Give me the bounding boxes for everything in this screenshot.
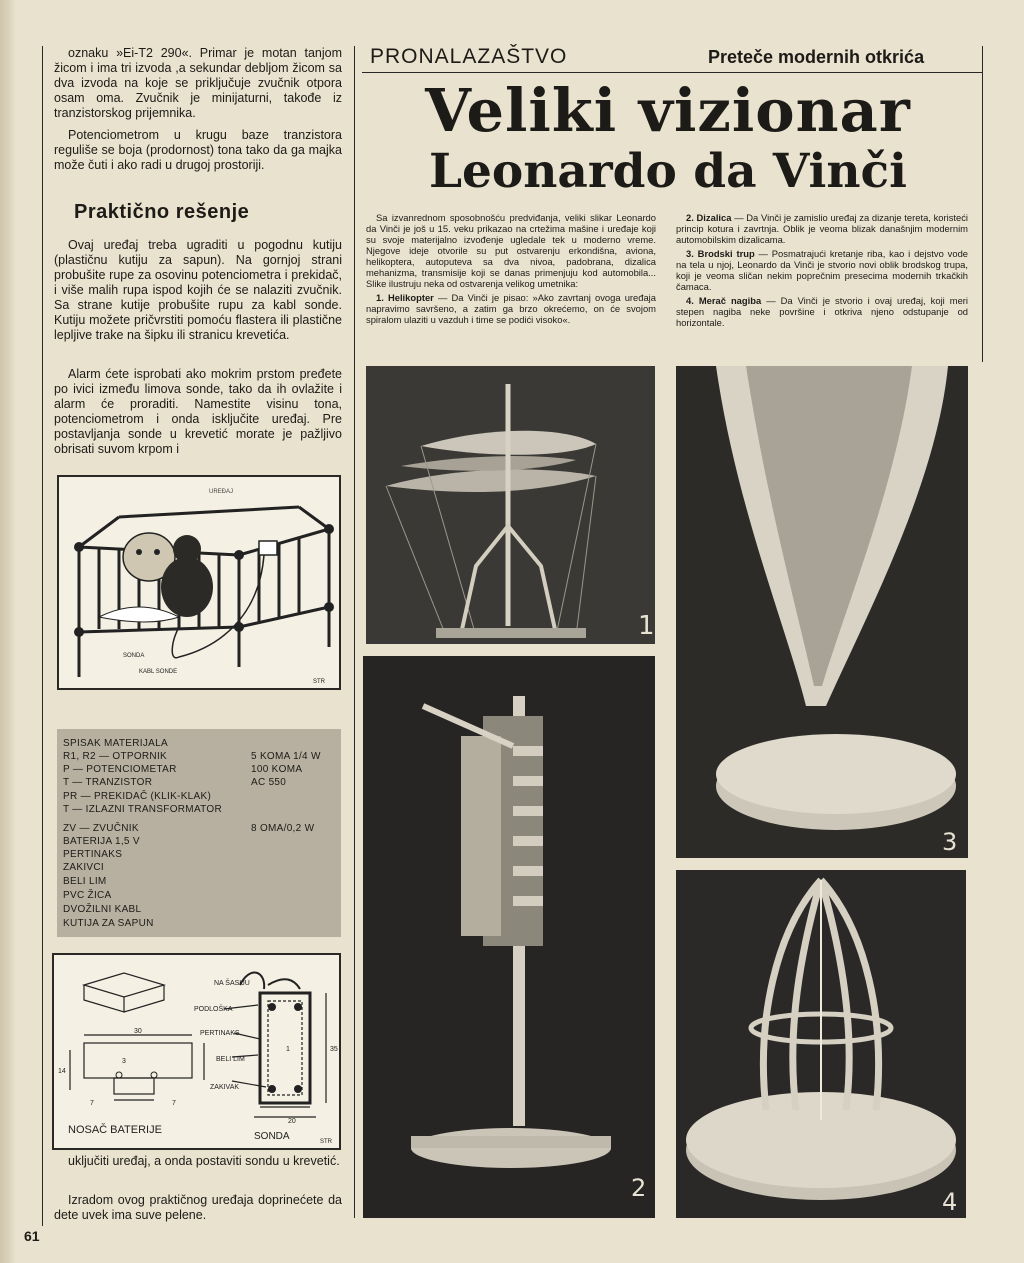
label-battery-holder: NOSAČ BATERIJE bbox=[68, 1124, 162, 1136]
headline-line-2: Leonardo da Vinči bbox=[428, 144, 908, 199]
technical-drawing bbox=[52, 953, 341, 1150]
dim-7b: 7 bbox=[172, 1100, 176, 1107]
photo-number-1: 1 bbox=[638, 611, 655, 641]
article-column-left bbox=[366, 212, 656, 328]
dim-14: 14 bbox=[58, 1068, 66, 1075]
section-header-rule bbox=[362, 72, 982, 73]
parts-item-name: T — IZLAZNI TRANSFORMATOR bbox=[63, 804, 222, 815]
page-binding bbox=[0, 0, 16, 1263]
parts-list-title: SPISAK MATERIJALA bbox=[63, 738, 168, 749]
article-intro: Sa izvanrednom sposobnošću predviđanja, veliki slikar Leonardo da Vinči je još u 15. veku prikazao na crtežima mašine i uređaje koji su svoje materijalno izvođenje ugledale tek u moderno vreme. Njegove ideje otvorile su put ostvarenju erkondišna, aviona, helikoptera, autoputeva sa dva nivoa, padobrana, dizalica mehanizma, transmisije koji se danas primenjuju kod automobila... Slike ilustruju neka od ostvarenja velikog umetnika: bbox=[366, 212, 656, 289]
parts-item-name: PERTINAKS bbox=[63, 849, 123, 860]
crib-label-cable: KABL SONDE bbox=[139, 669, 178, 675]
crib-label-device: UREĐAJ bbox=[209, 489, 234, 495]
parts-item-name: BATERIJA 1,5 V bbox=[63, 836, 140, 847]
article-item-helicopter: 1. Helikopter — Da Vinči je pisao: »Ako zavrtanj ovoga uređaja napravimo savršeno, a zatim ga brzo okrećemo, on će svojom spiralom ulaziti u vazduh i time se podići visoko«. bbox=[366, 292, 656, 325]
parts-item-name: BELI LIM bbox=[63, 876, 107, 887]
parts-item-name: PR — PREKIDAČ (KLIK-KLAK) bbox=[63, 791, 212, 802]
photo-number-2: 2 bbox=[631, 1174, 647, 1202]
parts-item-name: PVC ŽICA bbox=[63, 890, 112, 901]
photo-hull bbox=[676, 366, 968, 858]
label-beli-lim: BELI LIM bbox=[216, 1056, 245, 1063]
left-paragraph-3: Ovaj uređaj treba ugraditi u pogodnu kutiju (plastičnu kutiju za sapun). Na gornjoj strani probušite rupe za osovinu potenciometra i prekidač, i više malih rupa ispod kojih će se nalaziti zvučnik. Sa strane kutije probušite rupu za kabl sonde. Kutiju možete pričvrstiti pomoću flastera ili plastične lepljive trake na šipku ili stranicu krevetića. bbox=[54, 238, 342, 342]
photo-number-3: 3 bbox=[942, 828, 958, 856]
subheading-practical-solution: Praktično rešenje bbox=[74, 201, 250, 223]
article-item-hull: 3. Brodski trup — Posmatrajući kretanje riba, kao i dejstvo vode na tela u njoj, Leonardo da Vinči je stvorio novi oblik brodskog trupa, koji je veoma sličan nekim poprečnim presecima modernih trkačkih čamaca. bbox=[676, 248, 968, 292]
photo-crane bbox=[363, 656, 655, 1218]
label-pertinaks: PERTINAKS bbox=[200, 1030, 240, 1037]
parts-item-value: AC 550 bbox=[251, 777, 287, 788]
label-probe: SONDA bbox=[254, 1131, 290, 1142]
parts-item-name: DVOŽILNI KABL bbox=[63, 904, 142, 915]
dim-30: 30 bbox=[134, 1028, 142, 1035]
dim-20: 20 bbox=[288, 1118, 296, 1125]
hull-model bbox=[676, 366, 968, 858]
left-margin-rule bbox=[42, 46, 43, 1226]
dim-35: 35 bbox=[330, 1046, 338, 1053]
left-paragraph-2: Potenciometrom u krugu baze tranzistora reguliše se boja (prodornost) tona tako da ga majka može čuti i ako radi u drugoj prostoriji. bbox=[54, 128, 342, 172]
parts-item-name: T — TRANZISTOR bbox=[63, 777, 153, 788]
parts-item-name: ZAKIVCI bbox=[63, 862, 104, 873]
right-margin-rule bbox=[982, 46, 983, 362]
dim-3: 3 bbox=[122, 1058, 126, 1065]
left-paragraph-1: oznaku »Ei-T2 290«. Primar je motan tanjom žicom i ima tri izvoda ,a sekundar debljom žicom sa dva izvoda na koje se priključuje zvučnik otpora osam oma. Zvučnik je minijaturni, takođe iz tranzistorskog prijemnika. bbox=[54, 46, 342, 120]
parts-item-value: 5 KOMA 1/4 W bbox=[251, 751, 321, 762]
column-divider-rule bbox=[354, 46, 355, 1218]
parts-item-value: 100 KOMA bbox=[251, 764, 303, 775]
article-item-crane: 2. Dizalica — Da Vinči je zamislio uređaj za dizanje tereta, koristeći princip kotura i zavrtnja. Oblik je veoma blizak današnjim modernim automobilskim dizalicama. bbox=[676, 212, 968, 245]
parts-item-name: P — POTENCIOMETAR bbox=[63, 764, 177, 775]
left-paragraph-4: Alarm ćete isprobati ako mokrim prstom pređete po ivici između limova sonde, tako da ih ovlažite i alarm će proraditi. Namestite visinu tona, potenciometrom i onda isključite uređaj. Pre postavljanja sonde u krevetić morate je pažljivo obrisati suvom krpom i bbox=[54, 367, 342, 456]
parts-item-name: R1, R2 — OTPORNIK bbox=[63, 751, 168, 762]
headline-line-1: Veliki vizionar bbox=[425, 76, 911, 145]
crib-label-probe: SONDA bbox=[123, 653, 145, 659]
parts-list bbox=[57, 729, 341, 937]
helicopter-model bbox=[366, 366, 655, 644]
left-paragraph-6: Izradom ovog praktičnog uređaja doprinećete da dete uvek ima suve pelene. bbox=[54, 1193, 342, 1222]
left-paragraph-5: uključiti uređaj, a onda postaviti sondu u krevetić. bbox=[68, 1154, 340, 1168]
parts-item-name: KUTIJA ZA SAPUN bbox=[63, 918, 154, 929]
label-zakivak: ZAKIVAK bbox=[210, 1084, 240, 1091]
section-label: PRONALAZAŠTVO bbox=[370, 45, 568, 68]
photo-inclinometer bbox=[676, 870, 966, 1218]
parts-item-name: ZV — ZVUČNIK bbox=[63, 823, 139, 834]
kicker: Preteče modernih otkrića bbox=[708, 47, 925, 67]
crib-label-corner: STR bbox=[313, 679, 325, 685]
crib-illustration bbox=[57, 475, 341, 690]
crib-drawing bbox=[59, 477, 339, 688]
dim-7a: 7 bbox=[90, 1100, 94, 1107]
inclinometer-model bbox=[676, 870, 966, 1218]
technical-drawing-svg bbox=[54, 955, 339, 1148]
tech-corner-label: STR bbox=[320, 1139, 332, 1145]
article-item-inclinometer: 4. Merač nagiba — Da Vinči je stvorio i ovaj uređaj, koji meri stepen nagiba neke površine i otkriva njeno odstupanje od horizontale. bbox=[676, 295, 968, 328]
page-number: 61 bbox=[24, 1228, 40, 1244]
crane-model bbox=[363, 656, 655, 1218]
article-column-right bbox=[676, 212, 968, 331]
photo-number-4: 4 bbox=[942, 1188, 958, 1216]
label-na-sasiju: NA ŠASIJU bbox=[214, 980, 250, 987]
parts-item-value: 8 OMA/0,2 W bbox=[251, 823, 315, 834]
photo-helicopter bbox=[366, 366, 655, 644]
label-podloska: PODLOŠKA bbox=[194, 1006, 233, 1013]
dim-1: 1 bbox=[286, 1046, 290, 1053]
